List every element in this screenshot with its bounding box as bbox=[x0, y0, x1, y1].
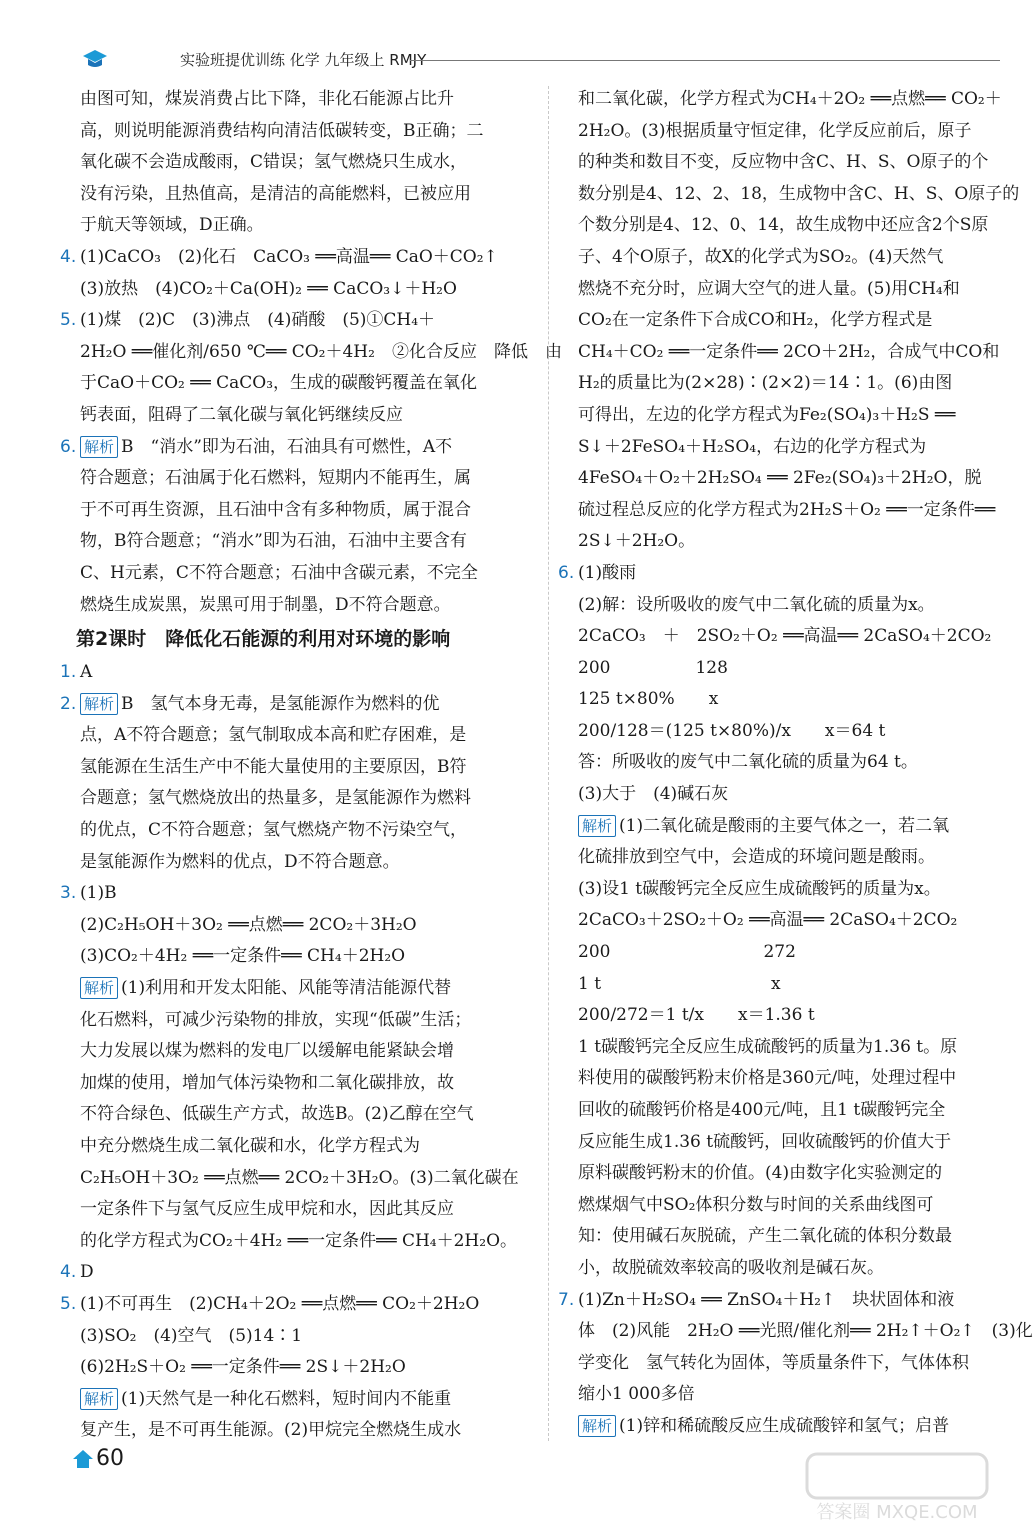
line-text: 于航天等领域，D正确。 bbox=[80, 215, 264, 236]
text-line bbox=[578, 621, 1018, 653]
line-text: 小，故脱硫效率较高的吸收剂是碱石灰。 bbox=[578, 1257, 884, 1278]
line-text: 学变化 氢气转化为固体，等质量条件下，气体体积 bbox=[578, 1352, 969, 1373]
text-line bbox=[578, 463, 1018, 495]
text-line bbox=[60, 242, 520, 274]
line-text: 200/272＝1 t/x x＝1.36 t bbox=[578, 1005, 815, 1026]
graduation-cap-icon bbox=[82, 48, 108, 70]
text-line bbox=[558, 558, 1018, 590]
text-line bbox=[80, 1163, 520, 1195]
line-text: 料使用的碳酸钙粉末价格是360元/吨，处理过程中 bbox=[578, 1068, 957, 1089]
line-text: 化石燃料，可减少污染物的排放，实现“低碳”生活； bbox=[80, 1009, 472, 1030]
line-text: (1)煤 (2)C (3)沸点 (4)硝酸 (5)①CH₄＋ bbox=[80, 310, 436, 331]
text-line bbox=[80, 210, 520, 242]
text-line bbox=[578, 1000, 1018, 1032]
text-line bbox=[80, 1036, 520, 1068]
text-line bbox=[80, 84, 520, 116]
text-line bbox=[578, 1063, 1018, 1095]
line-text: 于CaO＋CO₂ ══ CaCO₃，生成的碳酸钙覆盖在氧化 bbox=[80, 373, 478, 394]
page-number: 60 bbox=[96, 1446, 124, 1471]
text-line bbox=[578, 905, 1018, 937]
analysis-tag: 解析 bbox=[578, 1415, 616, 1437]
text-line bbox=[578, 337, 1018, 369]
book-title: 实验班提优训练 化学 九年级上 RMJY bbox=[180, 51, 427, 69]
line-text: 一定条件下与氢气反应生成甲烷和水，因此其反应 bbox=[80, 1199, 454, 1220]
text-line bbox=[80, 400, 520, 432]
analysis-tag: 解析 bbox=[578, 815, 616, 837]
text-line bbox=[80, 179, 520, 211]
line-text: 燃烧生成炭黑，炭黑可用于制墨，D不符合题意。 bbox=[80, 594, 451, 615]
text-line bbox=[578, 747, 1018, 779]
line-text: CH₄＋CO₂ ══一定条件══ 2CO＋2H₂，合成气中CO和 bbox=[578, 341, 1000, 362]
text-line bbox=[578, 368, 1018, 400]
line-text: 没有污染，且热值高，是清洁的高能燃料，已被应用 bbox=[80, 183, 471, 204]
text-line bbox=[558, 1285, 1018, 1317]
line-text: 反应能生成1.36 t硫酸钙，回收硫酸钙的价值大于 bbox=[578, 1131, 952, 1152]
line-text: 化硫排放到空气中，会造成的环境问题是酸雨。 bbox=[578, 847, 935, 868]
question-number: 1. bbox=[60, 662, 77, 683]
text-line bbox=[80, 910, 520, 942]
text-line bbox=[578, 400, 1018, 432]
line-text: 燃煤烟气中SO₂体积分数与时间的关系曲线图可 bbox=[578, 1194, 934, 1215]
line-text: 2S↓＋2H₂O。 bbox=[578, 531, 696, 552]
text-line bbox=[578, 590, 1018, 622]
line-text: (1)天然气是一种化石燃料，短时间内不能重 bbox=[121, 1388, 452, 1409]
question-number: 4. bbox=[60, 1262, 77, 1283]
text-line bbox=[578, 653, 1018, 685]
text-line bbox=[578, 305, 1018, 337]
line-text: (1)B bbox=[80, 883, 117, 904]
question-number: 2. bbox=[60, 693, 77, 714]
line-text: D bbox=[80, 1262, 94, 1283]
text-line bbox=[578, 526, 1018, 558]
text-line bbox=[578, 842, 1018, 874]
line-text: (3)CO₂＋4H₂ ══一定条件══ CH₄＋2H₂O bbox=[80, 946, 406, 967]
question-number: 3. bbox=[60, 883, 77, 904]
text-line bbox=[80, 1068, 520, 1100]
text-line bbox=[578, 179, 1018, 211]
line-text: B 氢气本身无毒，是氢能源作为燃料的优 bbox=[121, 693, 440, 714]
line-text: 大力发展以煤为燃料的发电厂以缓解电能紧缺会增 bbox=[80, 1041, 454, 1062]
analysis-tag: 解析 bbox=[80, 1388, 118, 1410]
line-text: 答：所吸收的废气中二氧化硫的质量为64 t。 bbox=[578, 752, 918, 773]
text-line bbox=[80, 941, 520, 973]
left-column bbox=[60, 84, 562, 1444]
line-text: (1)二氧化硫是酸雨的主要气体之一，若二氧 bbox=[619, 815, 950, 836]
text-line bbox=[578, 274, 1018, 306]
line-text: 200 272 bbox=[578, 942, 796, 963]
line-text: (3)放热 (4)CO₂＋Ca(OH)₂ ══ CaCO₃↓＋H₂O bbox=[80, 278, 457, 299]
line-text: 符合题意；石油属于化石燃料，短期内不能再生，属 bbox=[80, 468, 471, 489]
text-line bbox=[80, 1321, 520, 1353]
text-line bbox=[80, 1131, 520, 1163]
text-line bbox=[80, 1352, 520, 1384]
header-rule bbox=[410, 60, 1000, 61]
line-text: (3)设1 t碳酸钙完全反应生成硫酸钙的质量为x。 bbox=[578, 878, 941, 899]
line-text: 燃烧不充分时，应调大空气的进人量。(5)用CH₄和 bbox=[578, 278, 960, 299]
line-text: 200/128＝(125 t×80%)/x x＝64 t bbox=[578, 720, 886, 741]
right-column bbox=[558, 84, 1033, 1444]
line-text: 复产生，是不可再生能源。(2)甲烷完全燃烧生成水 bbox=[80, 1420, 462, 1441]
text-line bbox=[578, 84, 1018, 116]
line-text: 是氢能源作为燃料的优点，D不符合题意。 bbox=[80, 851, 400, 872]
text-line bbox=[578, 779, 1018, 811]
text-line bbox=[578, 495, 1018, 527]
line-text: 数分别是4、12、2、18，生成物中含C、H、S、O原子的 bbox=[578, 183, 1020, 204]
text-line bbox=[578, 432, 1018, 464]
text-line bbox=[60, 1289, 520, 1321]
line-text: 2H₂O。(3)根据质量守恒定律，化学反应前后，原子 bbox=[578, 120, 972, 141]
text-line bbox=[80, 274, 520, 306]
text-line bbox=[80, 973, 520, 1005]
line-text: CO₂在一定条件下合成CO和H₂，化学方程式是 bbox=[578, 310, 933, 331]
line-text: 200 128 bbox=[578, 657, 728, 678]
line-text: 知：使用碱石灰脱硫，产生二氧化硫的体积分数最 bbox=[578, 1226, 952, 1247]
line-text: 个数分别是4、12、0、14，故生成物中还应含2个S原 bbox=[578, 215, 989, 236]
line-text: 于不可再生资源，且石油中含有多种物质，属于混合 bbox=[80, 499, 471, 520]
line-text: 2CaCO₃＋2SO₂＋O₂ ══高温══ 2CaSO₄＋2CO₂ bbox=[578, 910, 958, 931]
text-line bbox=[80, 590, 520, 622]
text-line bbox=[76, 621, 520, 657]
line-text: (6)2H₂S＋O₂ ══一定条件══ 2S↓＋2H₂O bbox=[80, 1357, 406, 1378]
text-line bbox=[60, 1257, 520, 1289]
text-line bbox=[578, 1379, 1018, 1411]
line-text: 125 t×80% x bbox=[578, 689, 719, 710]
text-line bbox=[60, 657, 520, 689]
line-text: S↓＋2FeSO₄＋H₂SO₄，右边的化学方程式为 bbox=[578, 436, 927, 457]
line-text: 2CaCO₃ ＋ 2SO₂＋O₂ ══高温══ 2CaSO₄＋2CO₂ bbox=[578, 626, 992, 647]
line-text: H₂的质量比为(2×28)∶(2×2)＝14∶1。(6)由图 bbox=[578, 373, 953, 394]
text-line bbox=[80, 815, 520, 847]
text-line bbox=[578, 811, 1018, 843]
question-number: 6. bbox=[60, 436, 77, 457]
section-heading: 第2课时 降低化石能源的利用对环境的影响 bbox=[76, 628, 451, 651]
text-line bbox=[578, 716, 1018, 748]
line-text: 1 t x bbox=[578, 973, 781, 994]
text-line bbox=[578, 1253, 1018, 1285]
line-text: B “消水”即为石油，石油具有可燃性，A不 bbox=[121, 436, 453, 457]
analysis-tag: 解析 bbox=[80, 693, 118, 715]
line-text: 的化学方程式为CO₂＋4H₂ ══一定条件══ CH₄＋2H₂O。 bbox=[80, 1230, 518, 1251]
text-line bbox=[80, 847, 520, 879]
line-text: 氢能源在生活生产中不能大量使用的主要原因，B符 bbox=[80, 756, 467, 777]
line-text: C₂H₅OH＋3O₂ ══点燃══ 2CO₂＋3H₂O。(3)二氧化碳在 bbox=[80, 1167, 519, 1188]
text-line bbox=[80, 526, 520, 558]
svg-text:答案圈 MXQE.COM: 答案圈 MXQE.COM bbox=[816, 1502, 978, 1523]
question-number: 6. bbox=[558, 562, 575, 583]
text-line bbox=[578, 874, 1018, 906]
question-number: 5. bbox=[60, 1293, 77, 1314]
text-line bbox=[80, 1384, 520, 1416]
line-text: 由图可知，煤炭消费占比下降，非化石能源占比升 bbox=[80, 89, 454, 109]
text-line bbox=[578, 1411, 1018, 1443]
line-text: 2H₂O ══催化剂/650 ℃══ CO₂＋4H₂ ②化合反应 降低 由 bbox=[80, 341, 562, 362]
text-line bbox=[80, 495, 520, 527]
text-line bbox=[80, 1226, 520, 1258]
text-line bbox=[578, 684, 1018, 716]
line-text: 原料碳酸钙粉末的价值。(4)由数字化实验测定的 bbox=[578, 1163, 943, 1184]
text-line bbox=[80, 1099, 520, 1131]
line-text: 钙表面，阻碍了二氧化碳与氧化钙继续反应 bbox=[80, 404, 403, 425]
page-footer bbox=[60, 1440, 150, 1480]
house-icon bbox=[72, 1448, 94, 1470]
line-text: 体 (2)风能 2H₂O ══光照/催化剂══ 2H₂↑＋O₂↑ (3)化 bbox=[578, 1321, 1033, 1342]
analysis-tag: 解析 bbox=[80, 436, 118, 458]
text-line bbox=[578, 1190, 1018, 1222]
line-text: 回收的硫酸钙价格是400元/吨，且1 t碳酸钙完全 bbox=[578, 1100, 946, 1120]
text-line bbox=[80, 463, 520, 495]
line-text: (2)解：设所吸收的废气中二氧化硫的质量为x。 bbox=[578, 594, 935, 615]
page-header bbox=[60, 46, 1000, 76]
line-text: (1)锌和稀硫酸反应生成硫酸锌和氢气；启普 bbox=[619, 1415, 950, 1436]
line-text: (1)Zn＋H₂SO₄ ══ ZnSO₄＋H₂↑ 块状固体和液 bbox=[578, 1289, 955, 1310]
text-line bbox=[578, 1221, 1018, 1253]
text-line bbox=[80, 116, 520, 148]
line-text: (1)酸雨 bbox=[578, 562, 637, 583]
text-line bbox=[80, 1194, 520, 1226]
line-text: 1 t碳酸钙完全反应生成硫酸钙的质量为1.36 t。原 bbox=[578, 1036, 958, 1057]
line-text: 可得出，左边的化学方程式为Fe₂(SO₄)₃＋H₂S ══ bbox=[578, 404, 956, 425]
text-line bbox=[60, 305, 520, 337]
text-line bbox=[80, 720, 520, 752]
line-text: 硫过程总反应的化学方程式为2H₂S＋O₂ ══一定条件══ bbox=[578, 499, 996, 520]
column-divider bbox=[548, 86, 549, 1441]
line-text: 加煤的使用，增加气体污染物和二氧化碳排放，故 bbox=[80, 1072, 454, 1093]
question-number: 5. bbox=[60, 310, 77, 331]
text-line bbox=[578, 1316, 1033, 1348]
line-text: 合题意；氢气燃烧放出的热量多，是氢能源作为燃料 bbox=[80, 788, 471, 809]
line-text: 子、4个O原子，故X的化学式为SO₂。(4)天然气 bbox=[578, 246, 944, 267]
line-text: 物，B符合题意；“消水”即为石油，石油中主要含有 bbox=[80, 531, 467, 552]
line-text: 的优点，C不符合题意；氢气燃烧产物不污染空气， bbox=[80, 820, 468, 841]
question-number: 4. bbox=[60, 246, 77, 267]
line-text: 氧化碳不会造成酸雨，C错误；氢气燃烧只生成水， bbox=[80, 152, 468, 173]
line-text: (3)大于 (4)碱石灰 bbox=[578, 784, 729, 805]
text-line bbox=[80, 368, 520, 400]
text-line bbox=[578, 210, 1018, 242]
watermark-logo bbox=[797, 1446, 997, 1526]
text-line bbox=[80, 147, 520, 179]
analysis-tag: 解析 bbox=[80, 977, 118, 999]
text-line bbox=[80, 752, 520, 784]
line-text: 高，则说明能源消费结构向清洁低碳转变，B正确；二 bbox=[80, 120, 484, 141]
line-text: 的种类和数目不变，反应物中含C、H、S、O原子的个 bbox=[578, 152, 989, 173]
line-text: 缩小1 000多倍 bbox=[578, 1384, 695, 1405]
text-line bbox=[578, 1032, 1018, 1064]
text-line bbox=[578, 937, 1018, 969]
text-line bbox=[80, 337, 562, 369]
line-text: (3)SO₂ (4)空气 (5)14∶1 bbox=[80, 1325, 303, 1346]
text-line bbox=[578, 1095, 1018, 1127]
text-line bbox=[578, 147, 1018, 179]
line-text: (1)CaCO₃ (2)化石 CaCO₃ ══高温══ CaO＋CO₂↑ bbox=[80, 246, 498, 267]
text-line bbox=[60, 689, 520, 721]
text-line bbox=[578, 969, 1018, 1001]
line-text: (1)不可再生 (2)CH₄＋2O₂ ══点燃══ CO₂＋2H₂O bbox=[80, 1293, 480, 1314]
text-line bbox=[60, 878, 520, 910]
line-text: C、H元素，C不符合题意；石油中含碳元素，不完全 bbox=[80, 562, 478, 583]
line-text: (1)利用和开发太阳能、风能等清洁能源代替 bbox=[121, 978, 452, 999]
line-text: 中充分燃烧生成二氧化碳和水，化学方程式为 bbox=[80, 1136, 420, 1156]
text-line bbox=[578, 1158, 1018, 1190]
text-line bbox=[578, 116, 1018, 148]
text-line bbox=[578, 1127, 1018, 1159]
text-line bbox=[80, 558, 520, 590]
line-text: 和二氧化碳，化学方程式为CH₄＋2O₂ ══点燃══ CO₂＋ bbox=[578, 89, 1002, 109]
text-line bbox=[578, 242, 1018, 274]
line-text: 不符合绿色、低碳生产方式，故选B。(2)乙醇在空气 bbox=[80, 1104, 474, 1125]
question-number: 7. bbox=[558, 1289, 575, 1310]
line-text: 4FeSO₄＋O₂＋2H₂SO₄ ══ 2Fe₂(SO₄)₃＋2H₂O，脱 bbox=[578, 468, 982, 489]
line-text: (2)C₂H₅OH＋3O₂ ══点燃══ 2CO₂＋3H₂O bbox=[80, 914, 417, 935]
text-line bbox=[80, 783, 520, 815]
text-line bbox=[60, 432, 520, 464]
line-text: A bbox=[80, 662, 93, 683]
text-line bbox=[578, 1348, 1018, 1380]
line-text: 点，A不符合题意；氢气制取成本高和贮存困难，是 bbox=[80, 725, 467, 746]
text-line bbox=[80, 1005, 520, 1037]
